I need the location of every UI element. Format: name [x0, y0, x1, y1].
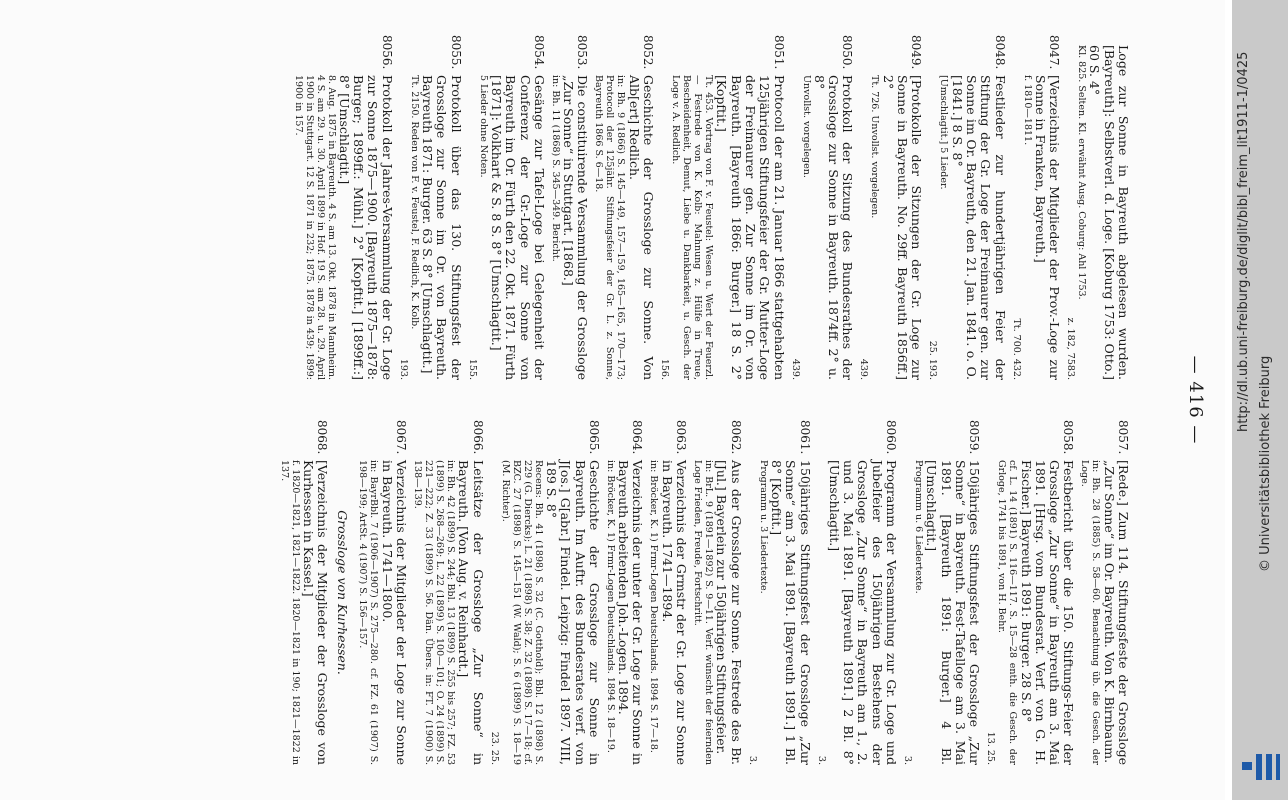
after-section-entries [279, 420, 330, 765]
entry-text: Protocoll der am 21. Januar 1866 stattgehabten 125jährigen Stiftungsfeier der Gr. Mutter-Loge der Freimaurer gen. Zur Sonne im Or. von Bayreuth. [Bayreuth 1866: Burger.] 18 S. 2° [Kopftit.] [714, 75, 787, 380]
bibliography-entry [1079, 420, 1130, 765]
entry-text: [Verzeichnis der Mitglieder der Prov.-Loge zur Sonne in Franken, Bayreuth.] [1032, 75, 1063, 380]
entry-number: 8059. [967, 420, 982, 455]
entry-text: [Rede.] Zum 114. Stiftungsfeste der Grossloge „Zur Sonne“ im Or. Bayreuth. Von K. Birnbaum. [1101, 460, 1131, 765]
entry-text: Die constituirende Versammlung der Grossloge „Zur Sonne“ in Stuttgart. [1868.] [561, 75, 591, 380]
entry-text: Verzeichnis der Mitglieder der Loge zur Sonne in Bayreuth. 1741—1800. [379, 460, 410, 765]
entry-note: Programm u. 6 Liedertexte. [913, 460, 925, 594]
entry-tail: Tt. 700. 432. [1010, 318, 1022, 380]
entry-note: in: Bh. 9 (1866) S. 145—149, 157—159, 165—165, 170—173; Protocoll der 125jähr. Stiftungsfeier der Gr. L. z. Sonne, Bayreuth 1866 S. 6—18. [593, 75, 627, 380]
entry-note: Unvollst. vorgelegen. [800, 75, 812, 178]
bibliography-entry [902, 420, 981, 765]
entry-tail: 13. 25. [985, 731, 997, 765]
entry-note: Tt. 453. Vortrag von F. v. Feustel: Wesen u. Wert der Feuerzl. — Festrede von K. Kolb: Mahnung z. Hülfe in Treue, Bescheidenheit, Demut, Liebe u. Dankbarkeit, u. Gesch. der Loge v. A. Redlich. [670, 75, 715, 380]
bibliography-entry [747, 420, 812, 765]
entry-text: Aus der Grossloge zur Sonne. Festrede des Br. [Jul.] Bayerlein zur 150jährigen Stiftungsfeier. [714, 460, 744, 765]
entry-tail: 439. [789, 358, 801, 380]
section-title: Grossloge von Kurhessen. [335, 510, 351, 675]
bibliography-entry [648, 420, 688, 765]
entry-number: 8056. [379, 35, 394, 70]
bibliography-entry [358, 420, 409, 765]
entry-number: 8051. [771, 35, 786, 70]
entry-tail: 439. [858, 358, 870, 380]
bibliography-entry [692, 420, 743, 765]
entry-note: [Umschlagtit.] 5 Lieder. [938, 75, 950, 190]
entry-number: 8057. [1116, 420, 1130, 455]
entry-text: Protokoll der Jahres-Versammlung der Gr. Loge zur Sonne 1875—1900. [Bayreuth 1875—1878: Burger; 1899ff.: Mühl.] 2° [Kopftit.] [1899ff.:] 8° [Umschlagtit.] [336, 75, 395, 380]
entry-note: f. 1820—1821, 1821—1822. 1820—1821 in 190; 1821—1822 in 137. [278, 460, 301, 765]
entry-text: 150jähriges Stiftungsfest der Grossloge „Zur Sonne“ in Bayreuth. Fest-Tafelloge am 3. Mai 1891. [Bayreuth 1891: Burger.] 4 Bl. [Umschlagtit.] [924, 460, 983, 765]
bibliography-entry [412, 420, 485, 765]
entry-note: in: Bröcker, K. 1) Frmr-Logen Deutschlands. 1894 S. 18—19. [604, 460, 616, 753]
bibliography-entry [279, 420, 330, 765]
entry-text: Festbericht über die 150. Stiftungs-Feier der Grossloge „Zur Sonne“ in Bayreuth am 3. Mai 1891. [Hrsg. vom Bundesrat. Verf. von G. H. Fischer.] Bayreuth 1891: Burger. 28 S. 8° [1018, 460, 1077, 765]
entry-text: [Protokolle der Sitzungen der Gr. Loge zur Sonne in Bayreuth. No. 29ff. Bayreuth 1856ff.] 2° [880, 75, 925, 380]
entry-number: 8048. [992, 35, 1007, 70]
entry-text: Verzeichnis der unter der Gr. Loge zur Sonne in Bayreuth arbeitenden Joh.-Logen. 1894. [616, 460, 646, 765]
bibliography-entry [593, 35, 655, 380]
bibliography-entry [816, 420, 898, 765]
entry-tail: 193. [397, 358, 409, 380]
bibliography-entry [790, 35, 855, 380]
entry-note: in: Bh. 42 (1899) S. 244; Bbl. 13 (1899) S. 255 bis 257; FZ. 53 (1899) S. 268—269; L. 22 (1899) S. 100—101; O. 24 (1899) S. 221—222; Z. 33 (1899) S. 56. Dän. Übers. in: FT. 7 (1900) S. 138—139. [412, 460, 457, 765]
bibliography-entry [605, 420, 645, 765]
entry-text: Loge zur Sonne in Bayreuth abgelesen wurden. [Bayreuth]: Selbstverl. d. Loge. [Koburg 1753: Otto.] 60 S. 4° [1087, 45, 1131, 380]
bibliography-entry [985, 420, 1075, 765]
right-column [275, 420, 1130, 765]
entry-tail: 23. 25. [488, 731, 500, 765]
entry-text: Programm der Versammlung zur Gr. Loge und Jubelfeier des 150jährigen Bestehens der Grossloge „Zur Sonne“ in Bayreuth am 1., 2. und 3. Mai 1891. [Bayreuth 1891.] 2 Bl. 8° [Umschlagtit.] [826, 460, 900, 765]
entry-note: 8. Aug. 1875 in Bayreuth. 4 S. am 13. Okt. 1878 in Mannheim. 4 S. am 29. u. 30. April 1899 in Hof. 19 S. am 28. u. 29. April 1900 in Stuttgart. 12 S. 1871 in 232; 1875. 1878 in 439; 1899: 1900 in 157. [292, 75, 337, 380]
bibliography-entry [927, 35, 1006, 380]
entry-note: f. 1810—1811. [1021, 75, 1033, 146]
entry-tail: 155. [466, 358, 478, 380]
entry-number: 8066. [470, 420, 485, 455]
bibliography-entry [1011, 35, 1062, 380]
entry-number: 8052. [641, 35, 656, 70]
right-entries [358, 420, 1131, 765]
entry-note: in: Bröcker, K. 1) Frmr-Logen Deutschlands. 1894 S. 17—18. [648, 460, 660, 753]
entry-tail: 3. [902, 755, 914, 765]
entry-number: 8050. [840, 35, 855, 70]
entry-text: Gesänge zur Tafel-Loge bei Gelegenheit der Conferenz der Gr.-Loge zur Sonne von Bayreuth im Or. Fürth den 22. Okt. 1871. Fürth [1871]: Volkhart & S. 8 S. 8° [Umschlagtit.] [488, 75, 547, 380]
entry-text: [Verzeichnis der Mitglieder der Grossloge von Kurhessen in Kassel.] [300, 460, 331, 765]
bibliography-entry [293, 35, 394, 380]
entry-note: Tt. 2150. Reden von F. v. Feustel, F. Redlich, K. Kolb. [408, 75, 420, 330]
entry-number: 8068. [315, 420, 330, 455]
entry-number: 8063. [674, 420, 689, 455]
entry-number: 8055. [448, 35, 463, 70]
entry-number: 8061. [797, 420, 812, 455]
entry-tail: 3. [815, 755, 827, 765]
entry-note: in: Bh. 11 (1868) S. 345—349. Bericht. [549, 75, 561, 262]
bibliography-entry [467, 35, 546, 380]
entry-note: 5 Lieder ohne Noten. [477, 75, 489, 178]
entry-note: Programm u. 3 Liedertexte. [757, 460, 769, 594]
left-entries [293, 35, 1062, 380]
entry-number: 8054. [531, 35, 546, 70]
entry-note: cf. L. 14 (1891) S. 116—117. S. 15—28 enth. die Gesch. der Grloge, 1741 bis 1891, von H. Behr. [996, 460, 1019, 765]
entry-text: Protokoll der Sitzung des Bundesrathes der Grossloge zur Sonne in Bayreuth. 1874ff. 2° u. 8° [811, 75, 856, 380]
entry-text: Verzeichnis der Grmstr der Gr. Loge zur Sonne in Bayreuth. 1741—1894. [659, 460, 690, 765]
entry-note: Recens: Bh. 41 (1898) S. 32 (C. Gotthold); Bbl. 12 (1898) S. 229 (G. Diercks); L. 21 (1898) S. 38; Z. 32 (1898) S. 17—18; cf. BZC. 27 (1898) S. 145—151 (W. Wald); S. 6 (1899) S. 18—19 (M. Richter). [499, 460, 544, 765]
university-logo-icon [1240, 748, 1282, 784]
entry-number: 8060. [884, 420, 899, 455]
left-column [289, 35, 1130, 380]
entry-note: Tt. 726. Unvollst. vorgelegen. [869, 75, 881, 219]
bibliography-entry [858, 35, 923, 380]
entry-note: Kl. 825. Selten. Kl. erwähnt Ausg. Coburg: Ahl 1753. [1076, 45, 1088, 300]
entry-number: 8062. [728, 420, 743, 455]
entry-number: 8058. [1061, 420, 1076, 455]
entry-number: 8049. [909, 35, 924, 70]
entry-note: in: Bh. 28 (1885) S. 58—60. Benachtung üb. die Gesch. der Loge. [1079, 460, 1102, 765]
entry-tail: 3. [746, 755, 758, 765]
page-number: — 416 — [1185, 355, 1206, 445]
entry-number: 8047. [1047, 35, 1062, 70]
entry-number: 8065. [586, 420, 601, 455]
entry-number: 8053. [575, 35, 590, 70]
bibliography-entry [489, 420, 601, 765]
entry-text: Leitsätze der Grossloge „Zur Sonne“ in Bayreuth. [Von Aug. v. Reinhardt.] [456, 460, 486, 765]
entry-text: Festlieder zur hundertjährigen Feier der Stiftung der Gr. Loge der Freimaurer gen. zur Sonne im Or. Bayreuth, den 21. Jan. 1841. o. O. [1841.] 8 S. 8° [949, 75, 1008, 380]
entry-note: in: BayrBbl. 7 (1906—1907) S. 275—280. cf. FZ. 61 (1907) S. 198—199; ArtSt. 4 (1907) S. 156—157. [357, 460, 380, 765]
entry-text: Geschichte der Grossloge zur Sonne. Von Alb[ert] Redlich. [626, 75, 657, 380]
bibliography-entry [550, 35, 590, 380]
continuation-entry [1065, 35, 1130, 380]
entry-text: Protokoll über das 130. Stiftungsfest der Grossloge zur Sonne im Or. von Bayreuth. Bayreuth 1871: Burger. 63 S. 8° [Umschlagtit.] [420, 75, 464, 380]
copyright-notice: © Universitätsbibliothek Freiburg [1258, 355, 1273, 572]
bibliography-entry [659, 35, 785, 380]
entry-tail: 156. [659, 358, 671, 380]
entry-number: 8067. [394, 420, 409, 455]
entry-number: 8064. [630, 420, 645, 455]
entry-text: Geschichte der Grossloge zur Sonne in Bayreuth. Im Auftr. des Bundesrates verf. von J[os.] G[abr.] Findel. Leipzig: Findel 1897. VIII, 189 S. 8° [543, 460, 602, 765]
entry-tail: 25. 193. [927, 340, 939, 380]
bibliography-entry [398, 35, 463, 380]
source-url[interactable]: http://dl.ub.uni-freiburg.de/diglit/bibl_freim_lit1911-1/0425 [1236, 51, 1251, 432]
entry-tail: z. 182, 7583. [1065, 317, 1077, 380]
entry-text: 150jähriges Stiftungsfest der Grossloge „Zur Sonne“ am 3. Mai 1891. [Bayreuth 1891.] 1 Bl. 8° [Kopftit.] [768, 460, 813, 765]
entry-note: in: BrL. 9 (1891—1892) S. 9—11. Verf. wünscht der feiernden Loge Frieden, Freude, Fortschritt. [692, 460, 715, 765]
